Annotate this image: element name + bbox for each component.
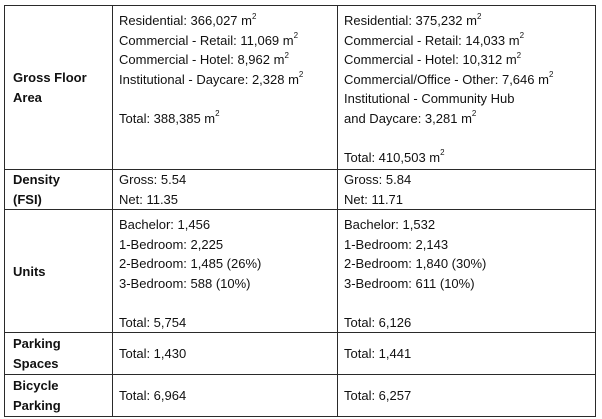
value-line: Gross: 5.54 bbox=[119, 172, 187, 187]
value-line: Commercial - Retail: 14,033 $m^2$ bbox=[344, 31, 525, 48]
label-line: Density bbox=[13, 172, 60, 187]
total-line: Total: 5,754 bbox=[119, 314, 187, 330]
total-line: Total: 6,126 bbox=[344, 314, 412, 330]
label-line: Bicycle bbox=[13, 378, 59, 393]
value-line: Net: 11.71 bbox=[344, 191, 404, 207]
value-line: 1-Bedroom: 2,143 bbox=[344, 236, 449, 252]
label-line: Parking bbox=[13, 397, 61, 413]
label-line: (FSI) bbox=[13, 191, 42, 207]
label-line: Area bbox=[13, 89, 42, 105]
value-line: Gross: 5.84 bbox=[344, 172, 412, 187]
cell-bicycle-column-b: Total: 6,257 bbox=[338, 375, 596, 417]
label-line: Parking bbox=[13, 336, 61, 351]
cell-gfa-column-b bbox=[338, 6, 596, 170]
value-line: 3-Bedroom: 588 (10%) bbox=[119, 275, 251, 291]
table-row-density bbox=[5, 170, 596, 210]
cell-bicycle-column-a: Total: 6,964 bbox=[113, 375, 338, 417]
row-label-parking-spaces bbox=[5, 333, 113, 375]
statistics-table bbox=[4, 5, 596, 417]
cell-parking-column-a: Total: 1,430 bbox=[113, 333, 338, 375]
value-line: Bachelor: 1,532 bbox=[344, 217, 436, 232]
value-line: Commercial - Hotel: 10,312 $m^2$ bbox=[344, 50, 522, 67]
label-line: Spaces bbox=[13, 355, 59, 371]
row-label-density bbox=[5, 170, 113, 210]
value-line: and Daycare: 3,281 $m^2$ bbox=[344, 109, 477, 126]
value-line: Commercial - Hotel: 8,962 $m^2$ bbox=[119, 50, 289, 67]
table-row-parking-spaces bbox=[5, 333, 596, 375]
value-line: Institutional - Community Hub bbox=[344, 91, 515, 106]
cell-gfa-column-a bbox=[113, 6, 338, 170]
cell-density-column-b bbox=[338, 170, 596, 210]
table-row-bicycle-parking bbox=[5, 375, 596, 417]
cell-parking-column-b: Total: 1,441 bbox=[338, 333, 596, 375]
value-line: Commercial - Retail: 11,069 $m^2$ bbox=[119, 31, 299, 48]
label-line: Gross Floor bbox=[13, 70, 87, 85]
row-label-bicycle-parking bbox=[5, 375, 113, 417]
value-line: Institutional - Daycare: 2,328 $m^2$ bbox=[119, 70, 304, 87]
value-line: 2-Bedroom: 1,485 (26%) bbox=[119, 256, 262, 271]
value-line: Residential: 366,027 $m^2$ bbox=[119, 11, 257, 28]
cell-units-column-a bbox=[113, 210, 338, 333]
value-line: 2-Bedroom: 1,840 (30%) bbox=[344, 256, 487, 271]
cell-units-column-b bbox=[338, 210, 596, 333]
total-line: Total: 388,385 $m^2$ bbox=[119, 109, 220, 126]
value-line: 1-Bedroom: 2,225 bbox=[119, 236, 224, 252]
value-line: Net: 11.35 bbox=[119, 191, 179, 207]
row-label-gross-floor-area bbox=[5, 6, 113, 170]
value-line: Residential: 375,232 $m^2$ bbox=[344, 11, 482, 28]
table-row-units bbox=[5, 210, 596, 333]
value-line: Bachelor: 1,456 bbox=[119, 217, 211, 232]
row-label-units: Units bbox=[5, 210, 113, 333]
value-line: Commercial/Office - Other: 7,646 $m^2$ bbox=[344, 70, 554, 87]
table-row-gross-floor-area bbox=[5, 6, 596, 170]
value-line: 3-Bedroom: 611 (10%) bbox=[344, 275, 475, 291]
cell-density-column-a bbox=[113, 170, 338, 210]
total-line: Total: 410,503 $m^2$ bbox=[344, 148, 445, 165]
